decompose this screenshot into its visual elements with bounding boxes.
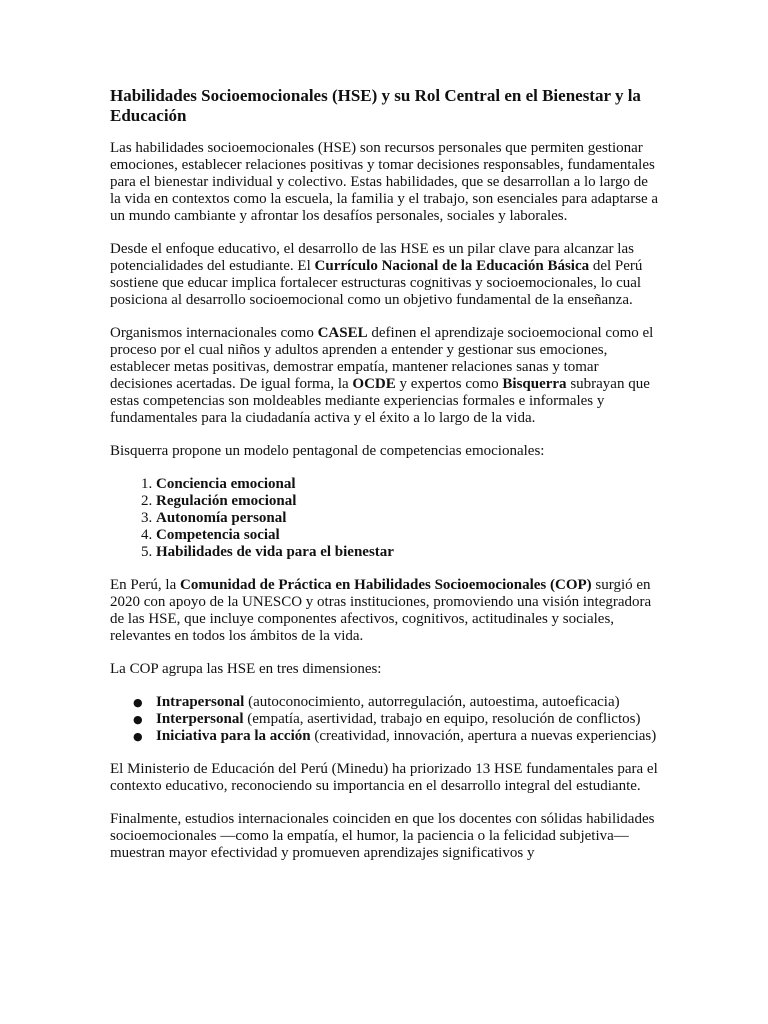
dimension-term: Iniciativa para la acción (156, 728, 311, 744)
list-item (133, 728, 662, 745)
paragraph-curriculo (110, 241, 662, 309)
competencias-list (110, 476, 662, 561)
list-item (156, 476, 662, 493)
list-item (133, 694, 662, 711)
list-item-label: Competencia social (156, 527, 280, 543)
list-item-label: Habilidades de vida para el bienestar (156, 544, 394, 560)
list-item (156, 493, 662, 510)
dimension-term: Interpersonal (156, 711, 244, 727)
list-item (156, 544, 662, 561)
list-item (133, 711, 662, 728)
bold-term-curriculo: Currículo Nacional de la Educación Básica (314, 258, 590, 274)
bold-term-bisquerra: Bisquerra (502, 376, 567, 392)
document-body (110, 86, 662, 878)
list-item (156, 510, 662, 527)
bullet-icon: ● (133, 713, 143, 726)
bullet-icon: ● (133, 730, 143, 743)
paragraph-organismos (110, 325, 662, 427)
paragraph-text: Organismos internacionales como (110, 325, 318, 341)
list-item-label: Autonomía personal (156, 510, 287, 526)
paragraph-text: subrayan que estas competencias son moldeables mediante experiencias formales e informales y fundamentales para la ciudadanía activa y el éxito a lo largo de la vida. (110, 376, 650, 426)
paragraph-text: del Perú sostiene que educar implica fortalecer estructuras cognitivas y socioemocionales, lo cual posiciona al desarrollo socioemocional como un objetivo fundamental de la enseñanza. (110, 258, 643, 308)
paragraph-text: y expertos como (395, 376, 503, 392)
paragraph-modelo-pentagonal: Bisquerra propone un modelo pentagonal de competencias emocionales: (110, 443, 545, 459)
paragraph-text: En Perú, la (110, 577, 180, 593)
document-title: Habilidades Socioemocionales (HSE) y su Rol Central en el Bienestar y la Educación (110, 86, 641, 125)
list-item-label: Conciencia emocional (156, 476, 296, 492)
dimension-desc: (creatividad, innovación, apertura a nuevas experiencias) (310, 728, 657, 744)
bullet-icon: ● (133, 696, 143, 709)
paragraph-text: Desde el enfoque educativo, el desarrollo de las HSE es un pilar clave para alcanzar las potencialidades del estudiante. El (110, 241, 634, 274)
dimension-desc: (autoconocimiento, autorregulación, autoestima, autoeficacia) (244, 694, 620, 710)
dimension-desc: (empatía, asertividad, trabajo en equipo, resolución de conflictos) (243, 711, 641, 727)
bold-term-cop: Comunidad de Práctica en Habilidades Socioemocionales (COP) (179, 577, 592, 593)
paragraph-text: definen el aprendizaje socioemocional como el proceso por el cual niños y adultos aprenden a entender y gestionar sus emociones, establecer metas positivas, demostrar empatía, mantener relaciones sanas y tomar decisiones acertadas. De igual forma, la (110, 325, 654, 392)
paragraph-cop (110, 577, 662, 645)
bold-term-ocde: OCDE (352, 376, 396, 392)
paragraph-intro: Las habilidades socioemocionales (HSE) son recursos personales que permiten gestionar emociones, establecer relaciones positivas y tomar decisiones responsables, fundamentales para el bienestar individual y colectivo. Estas habilidades, que se desarrollan a lo largo de la vida en contextos como la escuela, la familia y el trabajo, son esenciales para adaptarse a un mundo cambiante y afrontar los desafíos personales, sociales y laborales. (110, 140, 659, 224)
dimensiones-list (110, 694, 662, 745)
bold-term-casel: CASEL (317, 325, 368, 341)
dimension-term: Intrapersonal (156, 694, 245, 710)
paragraph-conclusion: Finalmente, estudios internacionales coinciden en que los docentes con sólidas habilidades socioemocionales —como la empatía, el humor, la paciencia o la felicidad subjetiva— muestran mayor efectividad y promueven aprendizajes significativos y (110, 811, 655, 861)
paragraph-minedu: El Ministerio de Educación del Perú (Minedu) ha priorizado 13 HSE fundamentales para el contexto educativo, reconociendo su importancia en el desarrollo integral del estudiante. (110, 761, 658, 794)
list-item-label: Regulación emocional (156, 493, 297, 509)
paragraph-text: surgió en 2020 con apoyo de la UNESCO y otras instituciones, promoviendo una visión integradora de las HSE, que incluye componentes afectivos, cognitivos, actitudinales y sociales, relevantes en todos los ámbitos de la vida. (110, 577, 652, 644)
list-item (156, 527, 662, 544)
paragraph-dimensiones-intro: La COP agrupa las HSE en tres dimensiones: (110, 661, 382, 677)
